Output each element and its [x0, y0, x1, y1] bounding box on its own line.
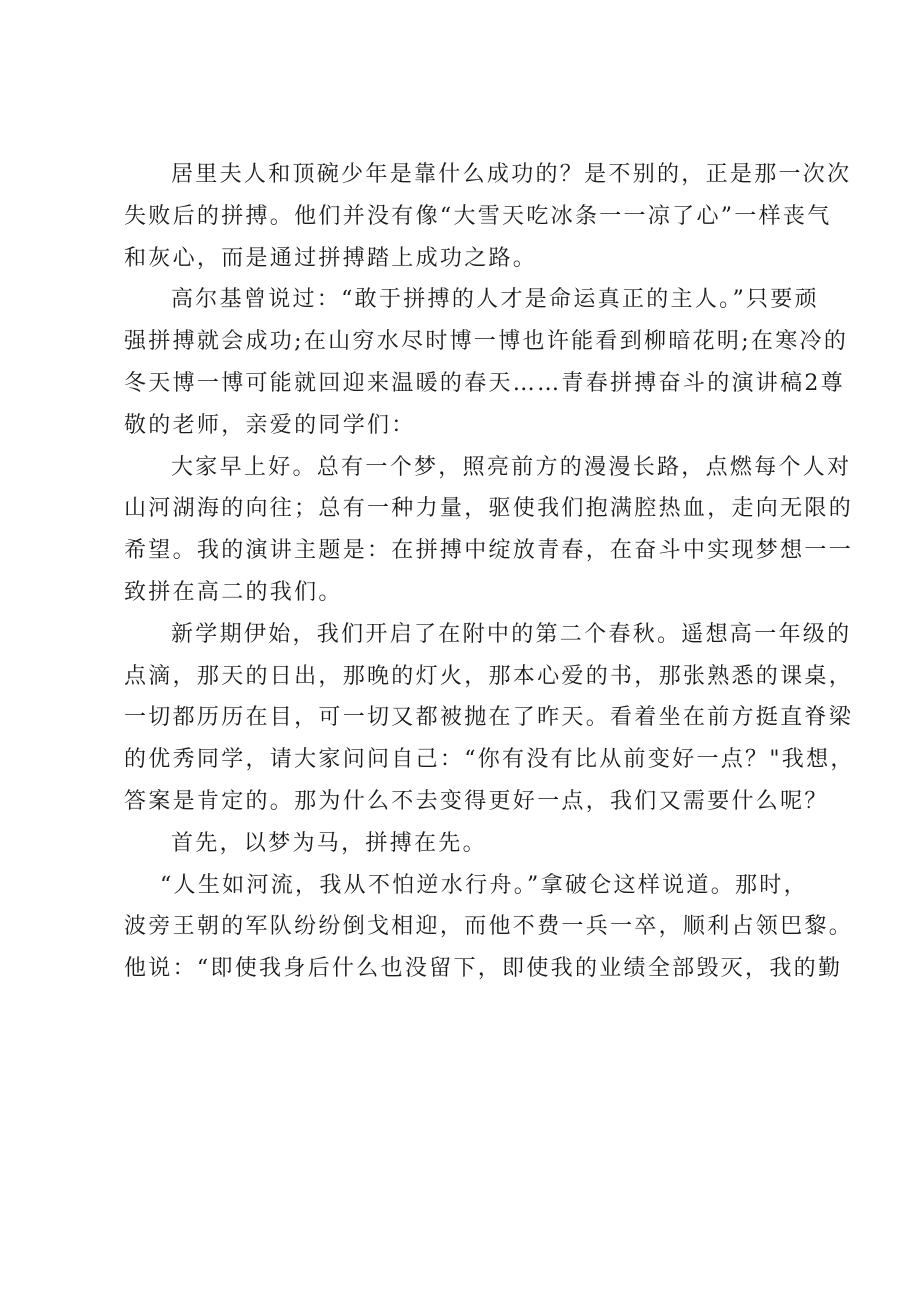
- paragraph-napoleon: [124, 865, 854, 990]
- paragraph-line: 冬天博一博可能就回迎来温暖的春天……青春拼搏奋斗的演讲稿2尊: [124, 370, 845, 396]
- paragraph-line: 失败后的拼搏。他们并没有像“大雪天吃冰条一一凉了心”一样丧气: [124, 203, 832, 229]
- paragraph-line: 居里夫人和顶碗少年是靠什么成功的？是不别的，正是那一次次: [171, 162, 852, 187]
- paragraph-line: 的优秀同学，请大家问问自己：“你有没有比从前变好一点？"我想，: [124, 747, 855, 773]
- paragraph-line: 他说：“即使我身后什么也没留下，即使我的业绩全部毁灭，我的勤: [124, 956, 843, 982]
- paragraph-new-semester: [124, 614, 855, 823]
- paragraph-line: 高尔基曾说过：“敢于拼搏的人才是命运真正的主人。”只要顽: [171, 287, 819, 313]
- paragraph-line: 波旁王朝的军队纷纷倒戈相迎，而他不费一兵一卒，顺利占领巴黎。: [124, 914, 854, 940]
- paragraph-line: 点滴，那天的日出，那晚的灯火，那本心爱的书，那张熟悉的课桌，: [124, 663, 854, 689]
- paragraph-line: 强拼搏就会成功;在山穷水尽时博一博也许能看到柳暗花明;在寒冷的: [124, 329, 849, 355]
- paragraph-line: 敬的老师，亲爱的同学们：: [124, 412, 416, 438]
- paragraph-curie: [124, 154, 852, 279]
- paragraph-line: 一切都历历在目，可一切又都被抛在了昨天。看着坐在前方挺直脊梁: [124, 705, 854, 731]
- paragraph-line: 致拼在高二的我们。: [124, 579, 343, 605]
- paragraph-line: 大家早上好。总有一个梦，照亮前方的漫漫长路，点燃每个人对: [171, 454, 852, 480]
- paragraph-line: 和灰心，而是通过拼搏踏上成功之路。: [124, 245, 538, 271]
- paragraph-line: 首先，以梦为马，拼搏在先。: [171, 830, 487, 856]
- paragraph-line: “人生如河流，我从不怕逆水行舟。”拿破仑这样说道。那时，: [160, 872, 808, 898]
- paragraph-line: 山河湖海的向往；总有一种力量，驱使我们抱满腔热血，走向无限的: [124, 496, 854, 522]
- paragraph-first-point: [124, 823, 824, 865]
- paragraph-line: 答案是肯定的。那为什么不去变得更好一点，我们又需要什么呢？: [124, 788, 829, 814]
- paragraph-gorky: [124, 279, 849, 446]
- paragraph-greeting: [124, 447, 854, 614]
- paragraph-line: 希望。我的演讲主题是：在拼搏中绽放青春，在奋斗中实现梦想一一: [124, 538, 854, 564]
- paragraph-line: 新学期伊始，我们开启了在附中的第二个春秋。遥想高一年级的: [171, 621, 852, 647]
- document-body: [124, 154, 855, 990]
